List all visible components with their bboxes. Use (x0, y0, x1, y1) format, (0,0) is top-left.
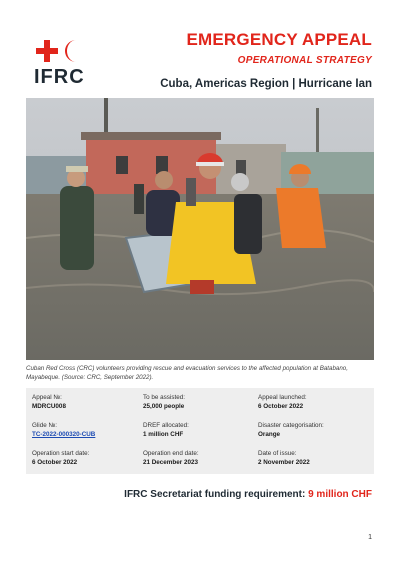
operation-end-cell (143, 450, 255, 467)
glide-number-link[interactable]: TC-2022-000320-CUB (32, 430, 96, 438)
funding-requirement (124, 489, 372, 500)
funding-requirement-label: IFRC Secretariat funding requirement: (124, 489, 306, 500)
appeal-number-value: MDRCU008 (32, 402, 66, 410)
document-location: Cuba, Americas Region | Hurricane Ian (160, 78, 372, 90)
dref-allocated-value: 1 million CHF (143, 430, 184, 438)
operation-end-label: Operation end date: (143, 450, 199, 457)
date-of-issue-cell (258, 450, 370, 467)
appeal-launched-value: 6 October 2022 (258, 402, 304, 410)
operation-start-label: Operation start date: (32, 450, 90, 457)
funding-requirement-amount: 9 million CHF (308, 489, 372, 500)
disaster-categorisation-label: Disaster categorisation: (258, 422, 324, 429)
to-be-assisted-cell (143, 394, 255, 411)
document-subtitle: OPERATIONAL STRATEGY (237, 55, 372, 66)
red-cross-icon (36, 40, 58, 62)
operation-start-cell (32, 450, 144, 467)
page-number: 1 (368, 534, 372, 541)
appeal-info-grid (26, 388, 374, 474)
appeal-launched-cell (258, 394, 370, 411)
ifrc-logo (34, 38, 86, 88)
appeal-number-cell (32, 394, 144, 411)
ifrc-wordmark: IFRC (34, 66, 85, 88)
glide-number-cell (32, 422, 144, 439)
cover-photo (26, 98, 374, 360)
date-of-issue-value: 2 November 2022 (258, 458, 310, 466)
glide-number-label: Glide №: (32, 422, 57, 429)
date-of-issue-label: Date of issue: (258, 450, 297, 457)
appeal-launched-label: Appeal launched: (258, 394, 307, 401)
appeal-number-label: Appeal №: (32, 394, 62, 401)
red-crescent-icon (62, 39, 84, 63)
to-be-assisted-label: To be assisted: (143, 394, 186, 401)
dref-allocated-label: DREF allocated: (143, 422, 189, 429)
to-be-assisted-value: 25,000 people (143, 402, 185, 410)
document-title: EMERGENCY APPEAL (186, 30, 372, 49)
photo-caption: Cuban Red Cross (CRC) volunteers providing rescue and evacuation services to the affected population at Batabano, Mayabeque. (Source: CRC, September 2022). (26, 365, 348, 381)
operation-start-value: 6 October 2022 (32, 458, 78, 466)
disaster-categorisation-cell (258, 422, 370, 439)
operation-end-value: 21 December 2023 (143, 458, 198, 466)
dref-allocated-cell (143, 422, 255, 439)
disaster-categorisation-value: Orange (258, 430, 281, 438)
